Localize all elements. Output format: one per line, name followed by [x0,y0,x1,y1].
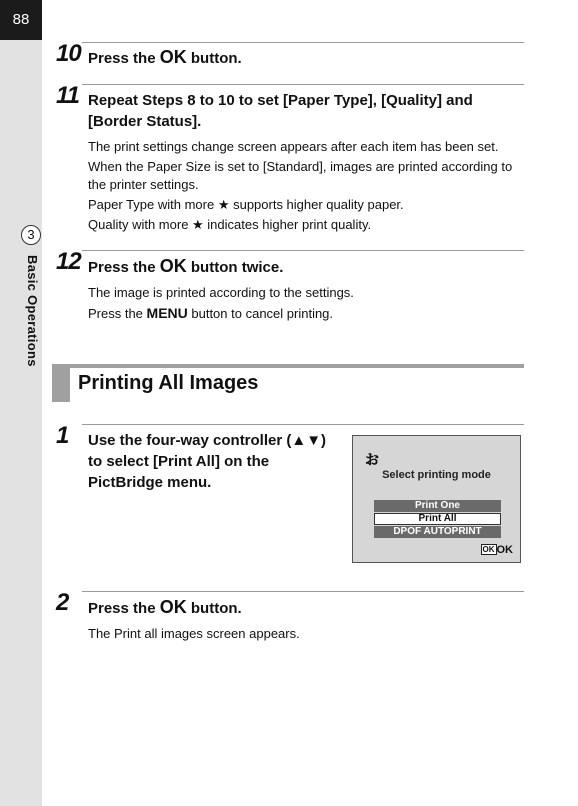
step-heading [88,256,518,278]
body-text: The image is printed according to the settings. [88,285,354,300]
section-title: Printing All Images [78,372,259,394]
step-number: 11 [56,82,79,109]
section-header-tab [52,364,70,402]
body-text: The Print all images screen appears. [88,626,300,641]
ok-button-label: OK [159,597,187,617]
divider [82,591,524,592]
step-heading [88,597,518,619]
body-text: When the Paper Size is set to [Standard], images are printed according to the printer settings. [88,159,513,192]
step-number: 2 [56,589,69,616]
menu-option-print-one[interactable]: Print One [374,500,501,512]
step-heading-text: button twice. [186,259,284,276]
ok-button-label: OK [159,256,187,276]
page-number: 88 [0,0,42,40]
ok-button-label: OK [159,47,187,67]
body-text-part: button to cancel printing. [187,306,334,321]
body-text: The print settings change screen appears after each item has been set. [88,139,499,154]
step-heading: Repeat Steps 8 to 10 to set [Paper Type], [Quality] and [Border Status]. [88,92,473,130]
ok-hint-label: OK [496,544,513,556]
chapter-number-badge: 3 [21,225,41,245]
step-heading-text: Press the [88,259,160,276]
chapter-title: Basic Operations [25,255,40,367]
body-text-part: Press the [88,306,147,321]
step-heading [88,47,518,69]
step-heading-text: Press the [88,50,160,67]
divider [82,424,524,425]
body-text [88,304,528,323]
section-header [52,364,524,402]
menu-button-label: MENU [146,305,188,321]
divider [82,84,524,85]
camera-screen [352,435,521,563]
pictbridge-icon: ぉ [363,448,381,468]
body-text: Paper Type with more ★ supports higher quality paper. [88,197,404,212]
step-heading: Use the four-way controller (▲▼) to select [Print All] on the PictBridge menu. [88,432,327,491]
divider [82,250,524,251]
step-heading-text: Press the [88,600,160,617]
step-number: 12 [56,248,81,275]
divider [82,42,524,43]
step-number: 1 [56,422,69,449]
step-heading-text: button. [186,600,242,617]
body-text: Quality with more ★ indicates higher print quality. [88,217,372,232]
section-header-bar [52,364,524,368]
step-number: 10 [56,40,81,67]
menu-option-dpof-autoprint[interactable]: DPOF AUTOPRINT [374,526,501,538]
ok-button-icon: OK [482,545,495,554]
sidebar [0,0,42,806]
menu-option-print-all[interactable]: Print All [374,513,501,525]
screen-title: Select printing mode [382,469,491,481]
ok-hint [481,544,514,556]
step-heading-text: button. [186,50,242,67]
